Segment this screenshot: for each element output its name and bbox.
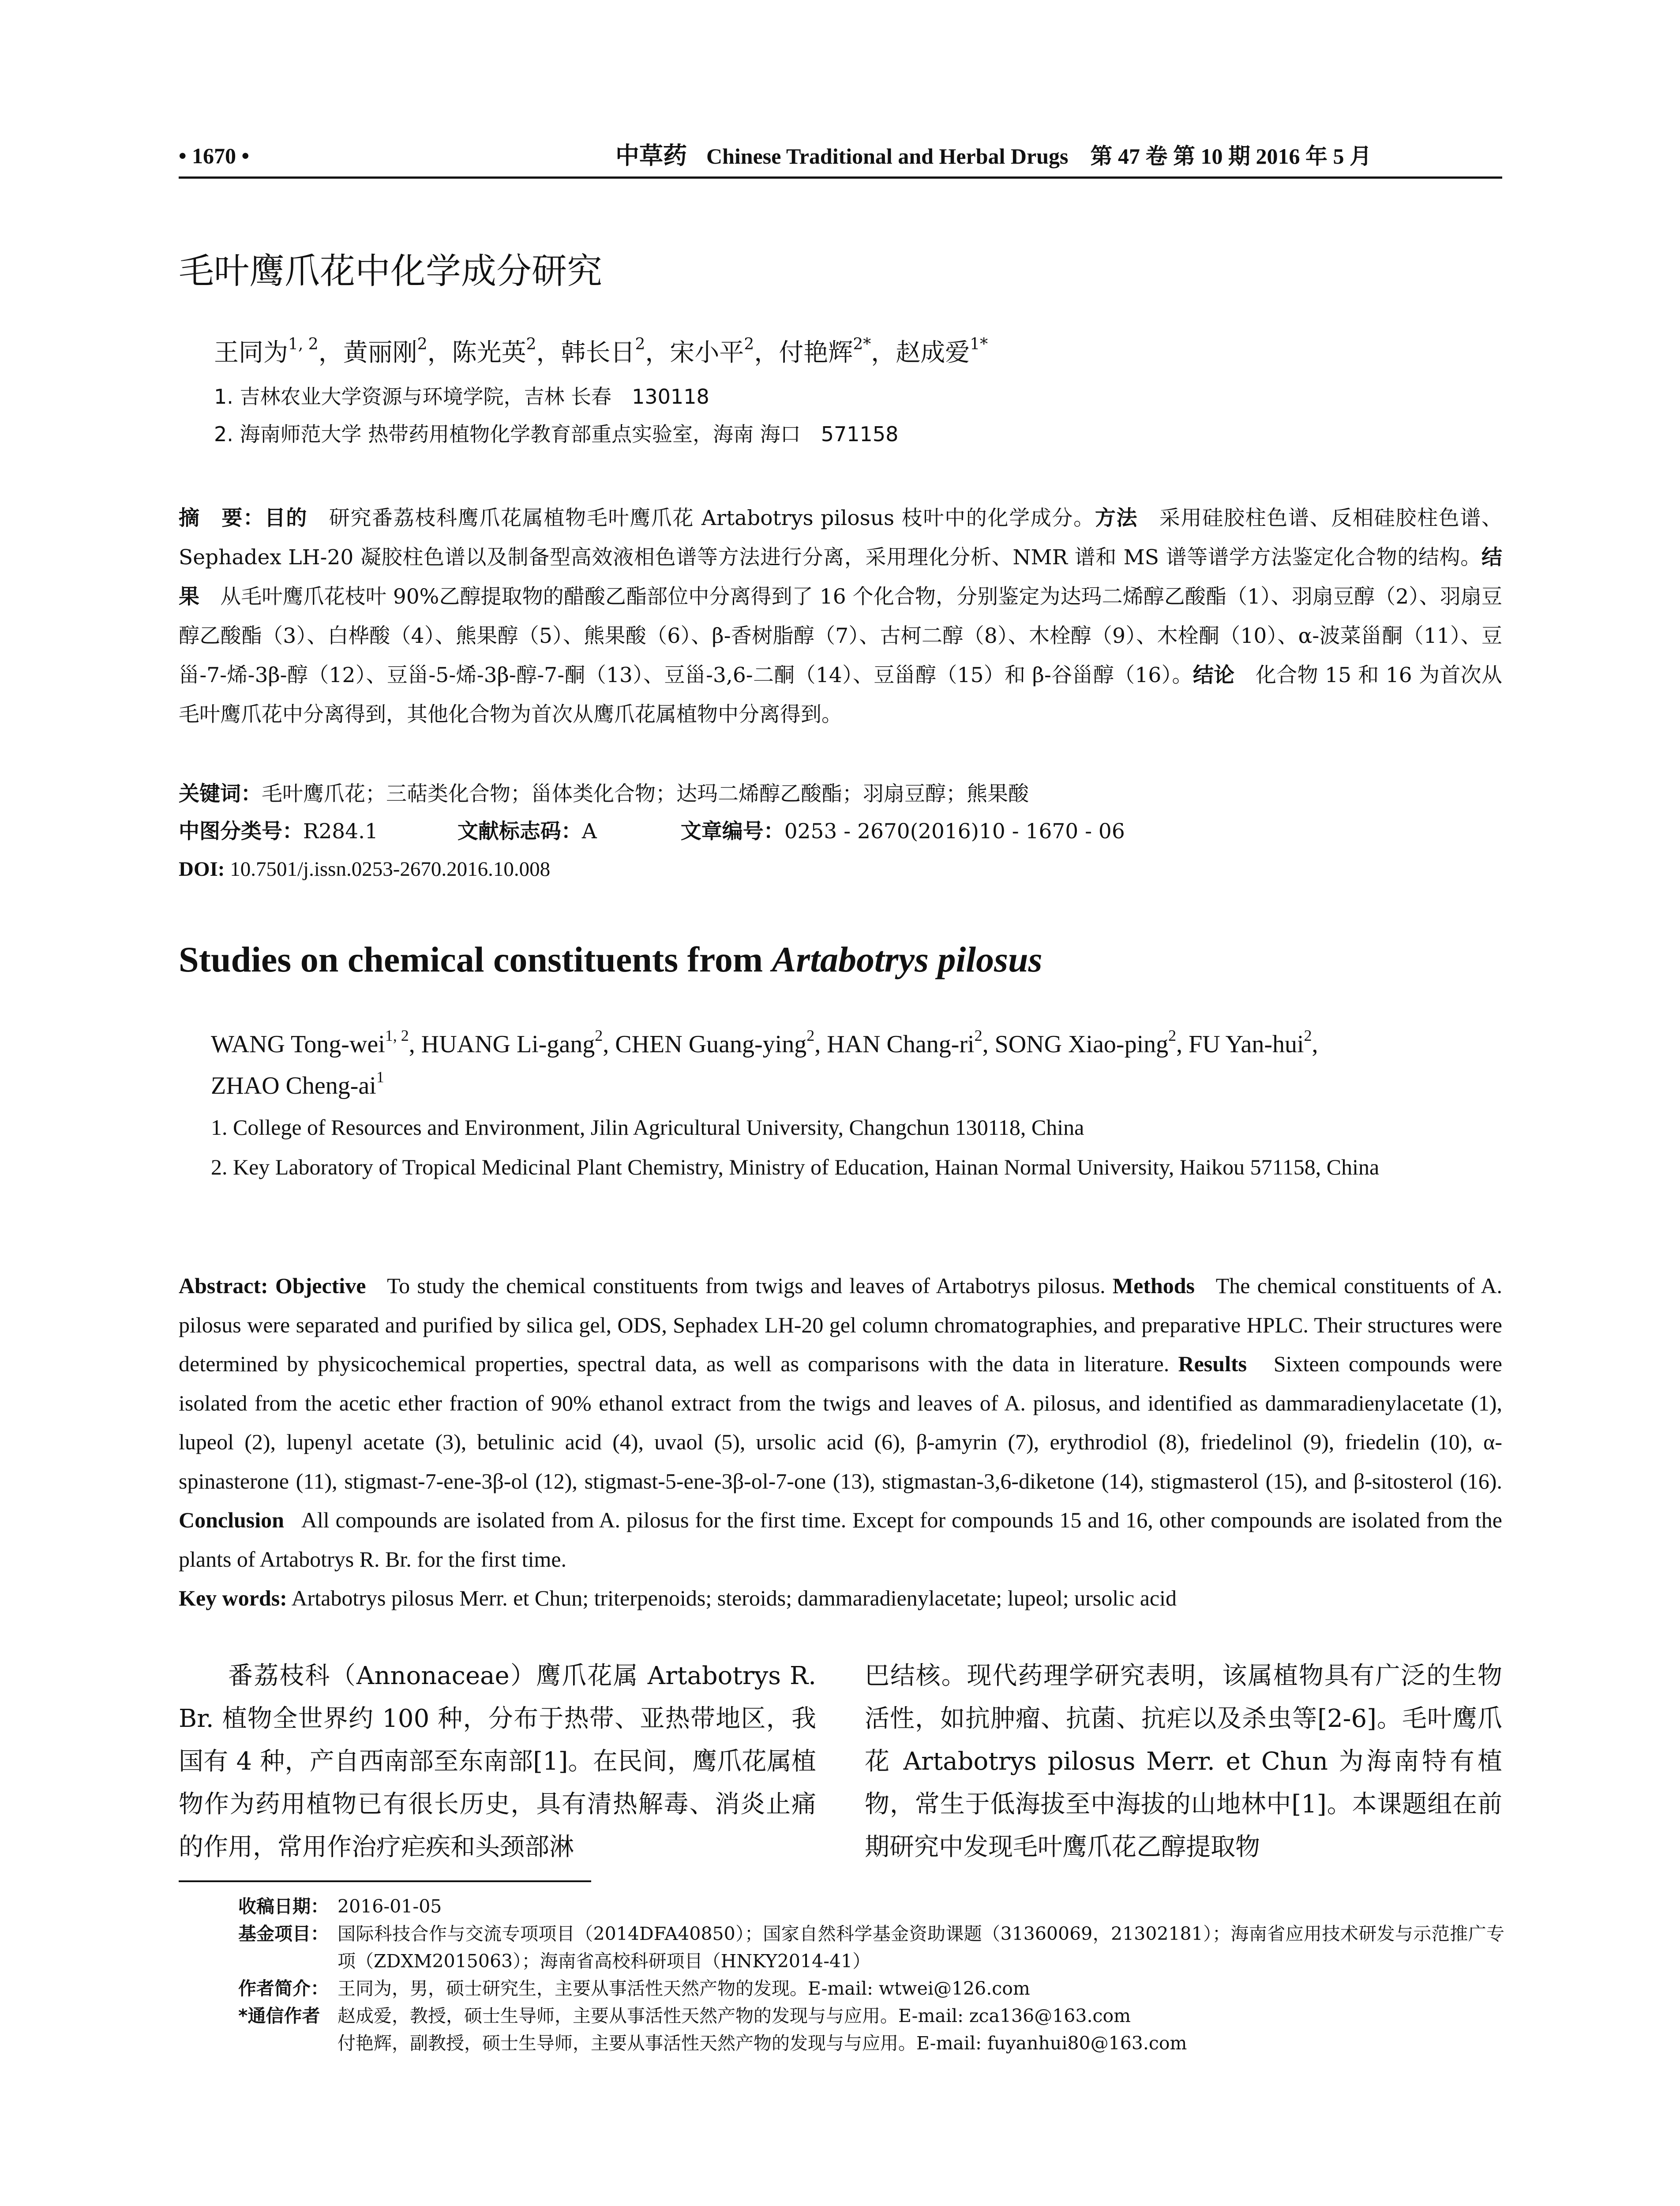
footnote-label: 作者简介： [238, 1978, 329, 1999]
author-name-cn: 赵成爱 [896, 338, 970, 367]
author-list-en: WANG Tong-wei$^{1, 2}$, HUANG Li-gang$^2$, CHEN Guang-ying$^2$, HAN Chang-$ri^2$, SONG Xiao-ping$^2$, FU Yan-hui$^2$, ZHAO Cheng-$ai^1$ [211, 1027, 1318, 1099]
author-name-en: ZHAO Cheng-ai [211, 1072, 376, 1099]
journal-issue-line: Chinese Traditional and Herbal Drugs 第 47 卷 第 10 期 2016 年 5 月 [706, 144, 1372, 169]
conclusion-text: 化合物 15 和 16 为首次从毛叶鹰爪花中分离得到，其他化合物为首次从鹰爪花属植物中分离得到。 [179, 663, 1503, 727]
body-column-left: 番荔枝科（Annonaceae）鹰爪花属 Artabotrys R. Br. 植物全世界约 100 种，分布于热带、亚热带地区，我国有 4 种，产自西南部至东南部[1]。在民间，鹰爪花属植物作为药用植物已有很长历史，具有清热解毒、消炎止痛的作用，常用作治疗疟疾和头颈部淋 [179, 1662, 816, 1861]
doc-code-label: 文献标志码： [457, 819, 582, 844]
author-affil-mark: 2 [635, 335, 645, 353]
doi-value: 10.7501/j.issn.0253-2670.2016.10.008 [230, 858, 551, 881]
methods-en-text: The chemical constituents of A. pilosus were separated and purified by silica gel, ODS, Sephadex LH-20 gel column chromatographies, and preparative HPLC. Their structures were determined by physicochemical properties, spectral data, as well as comparisons with the data in literature. [179, 1273, 1503, 1376]
author-name-en: HUANG Li-gang [421, 1031, 595, 1058]
keywords-en-text: Artabotrys pilosus Merr. et Chun; triterpenoids; steroids; dammaradienylacetate; lupeol; ursolic acid [291, 1586, 1177, 1610]
abstract-label: 摘 要： [179, 506, 265, 530]
author-affil-mark: 2 [1168, 1027, 1177, 1044]
keywords-en-label: Key words: [179, 1586, 287, 1610]
footnote-item [238, 1893, 1504, 1920]
footnote-item [238, 2002, 1504, 2030]
footnotes [238, 1893, 1504, 2057]
footnote-text: 付艳辉，副教授，硕士生导师，主要从事活性天然产物的发现与与应用。E-mail: fuyanhui80@163.com [338, 2033, 1187, 2054]
article-title-cn: 毛叶鹰爪花中化学成分研究 [179, 251, 602, 292]
journal-name-cn: 中草药 [615, 143, 687, 169]
conclusion-label: 结论 [1192, 663, 1235, 687]
results-en-text: Sixteen compounds were isolated from the acetic ether fraction of 90% ethanol extract from the twigs and leaves of A. pilosus, and identified as dammaradienylacetate (1), lupeol (2), lupenyl acetate (3), betulinic acid (4), uvaol (5), ursolic acid (6), β-amyrin (7), erythrodiol (8), friedelinol (9), friedelin (10), α-spinasterone (11), stigmast-7-ene-3β-ol (12), stigmast-5-ene-3β-ol-7-one (13), stigmastan-3,6-diketone (14), stigmasterol (15), and β-sitosterol (16). [179, 1351, 1502, 1493]
footnote-text: 2016-01-05 [338, 1896, 442, 1917]
methods-label: 方法 [1095, 506, 1138, 530]
article-number-value: 0253 - 2670(2016)10 - 1670 - 06 [784, 819, 1125, 844]
author-name-cn: 陈光英 [452, 338, 526, 367]
results-en-label: Results [1178, 1351, 1247, 1376]
conclusion-en-text: All compounds are isolated from A. pilosus for the first time. Except for compounds 15 and 16, other compounds are isolated from the plants of Artabotrys R. Br. for the first time. [179, 1508, 1502, 1572]
footnote-item [238, 1975, 1504, 2002]
methods-text: 采用硅胶柱色谱、反相硅胶柱色谱、Sephadex LH-20 凝胶柱色谱以及制备型高效液相色谱等方法进行分离，采用理化分析、NMR 谱和 MS 谱等谱学方法鉴定化合物的结构。 [179, 506, 1503, 570]
results-label: 结果 [179, 545, 1502, 609]
author-affil-mark: 2 [526, 335, 536, 353]
conclusion-en-label: Conclusion [179, 1508, 284, 1532]
results-text: 从毛叶鹰爪花枝叶 90%乙醇提取物的醋酸乙酯部位中分离得到了 16 个化合物，分别鉴定为达玛二烯醇乙酸酯（1）、羽扇豆醇（2）、羽扇豆醇乙酸酯（3）、白桦酸（4）、熊果醇（5）、熊果酸（6）、β-香树脂醇（7）、古柯二醇（8）、木栓醇（9）、木栓酮（10）、α-波菜甾酮（11）、豆甾-7-烯-3β-醇（12）、豆甾-5-烯-3β-醇-7-酮（13）、豆甾-3,6-二酮（14）、豆甾醇（15）和 β-谷甾醇（16）。 [179, 585, 1503, 687]
doc-code-value: A [581, 819, 597, 844]
article-title-en [179, 935, 1042, 984]
journal-info [615, 140, 1372, 172]
keywords-label: 关键词： [179, 782, 262, 806]
affiliation-cn-2: 2. 海南师范大学 热带药用植物化学教育部重点实验室，海南 海口 571158 [214, 422, 899, 446]
article-number-label: 文章编号： [680, 819, 784, 844]
author-name-cn: 韩长日 [561, 338, 635, 367]
affiliation-en-1: 1. College of Resources and Environment, Jilin Agricultural University, Changchun 130118, China [211, 1115, 1084, 1140]
objective-en-label: Objective [275, 1273, 366, 1298]
author-affil-mark: 2 [974, 1027, 982, 1044]
body-column-right: 巴结核。现代药理学研究表明，该属植物具有广泛的生物活性，如抗肿瘤、抗菌、抗疟以及杀虫等[2-6]。毛叶鹰爪花 Artabotrys pilosus Merr. et Chun 为海南特有植物，常生于低海拔至中海拔的山地林中[1]。本课题组在前期研究中发现毛叶鹰爪花乙醇提取物 [865, 1662, 1502, 1861]
title-en-species: Artabotrys pilosus [772, 939, 1042, 979]
running-header [179, 140, 1502, 179]
author-affil-mark: 2 [595, 1027, 603, 1044]
abstract-cn [179, 499, 1502, 734]
author-affil-mark: 2 [744, 335, 754, 353]
keywords-text: 毛叶鹰爪花；三萜类化合物；甾体类化合物；达玛二烯醇乙酸酯；羽扇豆醇；熊果酸 [262, 782, 1029, 806]
classification-line [179, 816, 1125, 847]
author-name-en: WANG Tong-wei [211, 1031, 385, 1058]
affiliation-cn-1: 1. 吉林农业大学资源与环境学院，吉林 长春 130118 [214, 385, 709, 409]
author-affil-mark: 2 [806, 1027, 815, 1044]
objective-label: 目的 [264, 506, 308, 530]
footnote-divider [179, 1880, 591, 1882]
footnote-text: 王同为，男，硕士研究生，主要从事活性天然产物的发现。E-mail: wtwei@126.com [338, 1978, 1030, 1999]
footnote-label: 基金项目： [238, 1923, 329, 1944]
author-name-cn: 王同为 [214, 338, 288, 367]
abstract-en-label: Abstract: [179, 1273, 268, 1298]
author-affil-mark: 1* [970, 335, 988, 353]
affiliation-en-2: 2. Key Laboratory of Tropical Medicinal Plant Chemistry, Ministry of Education, Hainan Normal University, Haikou 571158, China [211, 1155, 1380, 1179]
clc-label: 中图分类号： [179, 819, 303, 844]
author-name-cn: 宋小平 [670, 338, 744, 367]
author-affil-mark: 2 [1304, 1027, 1312, 1044]
footnote-text: 赵成爱，教授，硕士生导师，主要从事活性天然产物的发现与与应用。E-mail: zca136@163.com [338, 2005, 1131, 2026]
page-number: • 1670 • [179, 143, 250, 168]
footnote-text: 国际科技合作与交流专项项目（2014DFA40850）；国家自然科学基金资助课题（31360069，21302181）；海南省应用技术研发与示范推广专项（ZDXM2015063）；海南省高校科研项目（HNKY2014-41） [338, 1923, 1504, 1972]
author-list-cn: 王同为$^{1, 2}$，黄丽刚$^2$，陈光英$^2$，韩长日$^2$，宋小平$^2$，付艳辉$^{2*}$，赵成爱$^{1*}$ [214, 335, 988, 367]
author-affil-mark: 1, 2 [385, 1027, 409, 1044]
author-name-en: SONG Xiao-ping [994, 1031, 1169, 1058]
footnote-label: 收稿日期： [238, 1896, 329, 1917]
author-affil-mark: 2 [417, 335, 428, 353]
footnote-item [238, 2030, 1504, 2057]
clc-value: R284.1 [303, 819, 378, 844]
author-name-en: HAN Chang-ri [827, 1031, 975, 1058]
doi-line [179, 854, 550, 885]
footnote-label: *通信作者 [238, 2005, 320, 2026]
methods-en-label: Methods [1112, 1273, 1195, 1298]
author-name-en: FU Yan-hui [1189, 1031, 1304, 1058]
objective-text: 研究番荔枝科鹰爪花属植物毛叶鹰爪花 Artabotrys pilosus 枝叶中的化学成分。 [329, 506, 1095, 530]
title-en-prefix: Studies on chemical constituents from [179, 939, 772, 979]
doi-label: DOI: [179, 858, 225, 881]
footnote-item [238, 1920, 1504, 1975]
author-name-cn: 付艳辉 [779, 338, 853, 367]
author-affil-mark: 1, 2 [288, 335, 319, 353]
abstract-en [179, 1266, 1502, 1618]
author-name-en: CHEN Guang-ying [615, 1031, 807, 1058]
author-affil-mark: 2* [853, 335, 871, 353]
author-affil-mark: 1 [376, 1068, 384, 1086]
keywords-cn [179, 779, 1029, 810]
author-name-cn: 黄丽刚 [343, 338, 417, 367]
objective-en-text: To study the chemical constituents from twigs and leaves of Artabotrys pilosus. [387, 1273, 1106, 1298]
